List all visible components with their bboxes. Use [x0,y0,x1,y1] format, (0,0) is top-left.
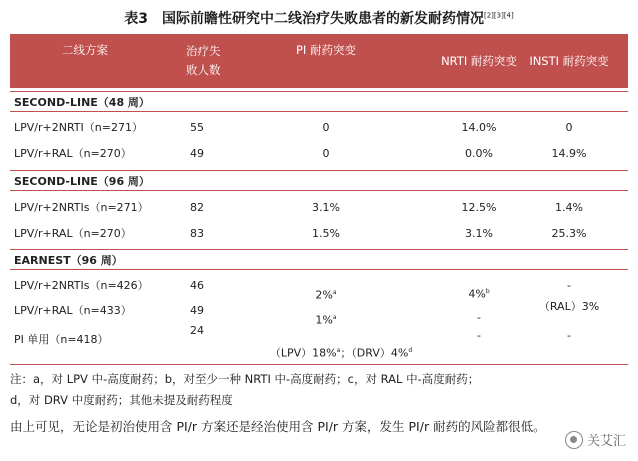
cell-regimen: LPV/r+RAL（n=433） [14,304,132,317]
header-failures-1: 治疗失 [186,44,221,58]
table-row [10,324,628,360]
cell-pi-value: 2% [315,288,333,302]
header-failures-2: 败人数 [186,63,221,77]
table-bottom-border [10,364,628,365]
cell-regimen: PI 单用（n=418） [14,333,109,346]
cell-nrti: 0.0% [465,147,493,160]
section-secondline-48: SECOND-LINE（48 周） [10,91,628,112]
header-pi: PI 耐药突变 [296,43,356,57]
table-row [10,223,628,245]
cell-nrti: - [477,329,481,342]
cell-failures: 83 [190,227,204,240]
cell-nrti: 3.1% [465,227,493,240]
cell-pi: 0 [322,121,330,134]
watermark [565,430,626,449]
table-number: 表3 [124,11,148,27]
cell-pi-value: 1% [315,313,333,327]
cell-nrti-footnote: b [485,288,490,295]
header-regimen: 二线方案 [62,43,108,57]
cell-nrti-value: 4% [468,287,486,301]
watermark-text: 关艾汇 [586,434,626,449]
section-secondline-96: SECOND-LINE（96 周） [10,170,628,191]
cell-regimen: LPV/r+RAL（n=270） [14,147,132,160]
cell-failures: 49 [190,304,204,317]
table-title-text: 国际前瞻性研究中二线治疗失败患者的新发耐药情况 [162,11,484,27]
cell-insti: - [567,279,571,292]
table-header [10,34,628,88]
table-title-refs: [2][3][4] [484,11,514,20]
cell-insti: 25.3% [551,227,587,240]
table-row [10,300,628,327]
cell-failures: 82 [190,201,204,214]
cell-insti: 0 [565,121,573,134]
header-nrti: NRTI 耐药突变 [441,54,517,68]
watermark-logo-icon [565,431,583,449]
cell-pi-footnote: a [332,289,337,296]
cell-regimen: LPV/r+2NRTIs（n=271） [14,201,149,214]
cell-failures: 49 [190,147,204,160]
cell-failures: 55 [190,121,204,134]
cell-regimen: LPV/r+2NRTI（n=271） [14,121,143,134]
cell-regimen: LPV/r+RAL（n=270） [14,227,132,240]
table-row [10,275,628,302]
table-row [10,197,628,219]
cell-pi-drv: ；（DRV）4% [340,346,409,360]
cell-pi: 0 [322,147,330,160]
cell-pi: 1.5% [312,227,340,240]
section-earnest-96: EARNEST（96 周） [10,249,628,270]
cell-failures: 46 [190,279,204,292]
table-row [10,143,628,165]
cell-insti: 1.4% [555,201,583,214]
table-row [10,117,628,139]
footnote-line-2: d，对 DRV 中度耐药；其他未提及耐药程度 [10,393,233,407]
cell-pi: 3.1% [312,201,340,214]
cell-pi-lpv-footnote: a [336,347,341,354]
conclusion-text: 由上可见，无论是初治使用含 PI/r 方案还是经治使用含 PI/r 方案，发生 PI/r 耐药的风险都很低。 [10,419,546,434]
cell-insti: - [567,329,571,342]
cell-nrti: 14.0% [461,121,497,134]
cell-pi-lpv: （LPV）18% [269,346,337,360]
cell-pi-footnote: a [332,314,337,321]
cell-pi-drv-footnote: d [408,347,413,354]
cell-nrti: 12.5% [461,201,497,214]
cell-insti: （RAL）3% [538,300,600,313]
cell-insti: 14.9% [551,147,587,160]
cell-failures: 24 [190,324,204,337]
cell-nrti: - [477,311,481,324]
header-insti: INSTI 耐药突变 [529,54,609,68]
table-title [0,8,638,28]
cell-regimen: LPV/r+2NRTIs（n=426） [14,279,149,292]
footnote-line-1: 注：a，对 LPV 中-高度耐药；b，对至少一种 NRTI 中-高度耐药；c，对 RAL 中-高度耐药； [10,372,480,386]
